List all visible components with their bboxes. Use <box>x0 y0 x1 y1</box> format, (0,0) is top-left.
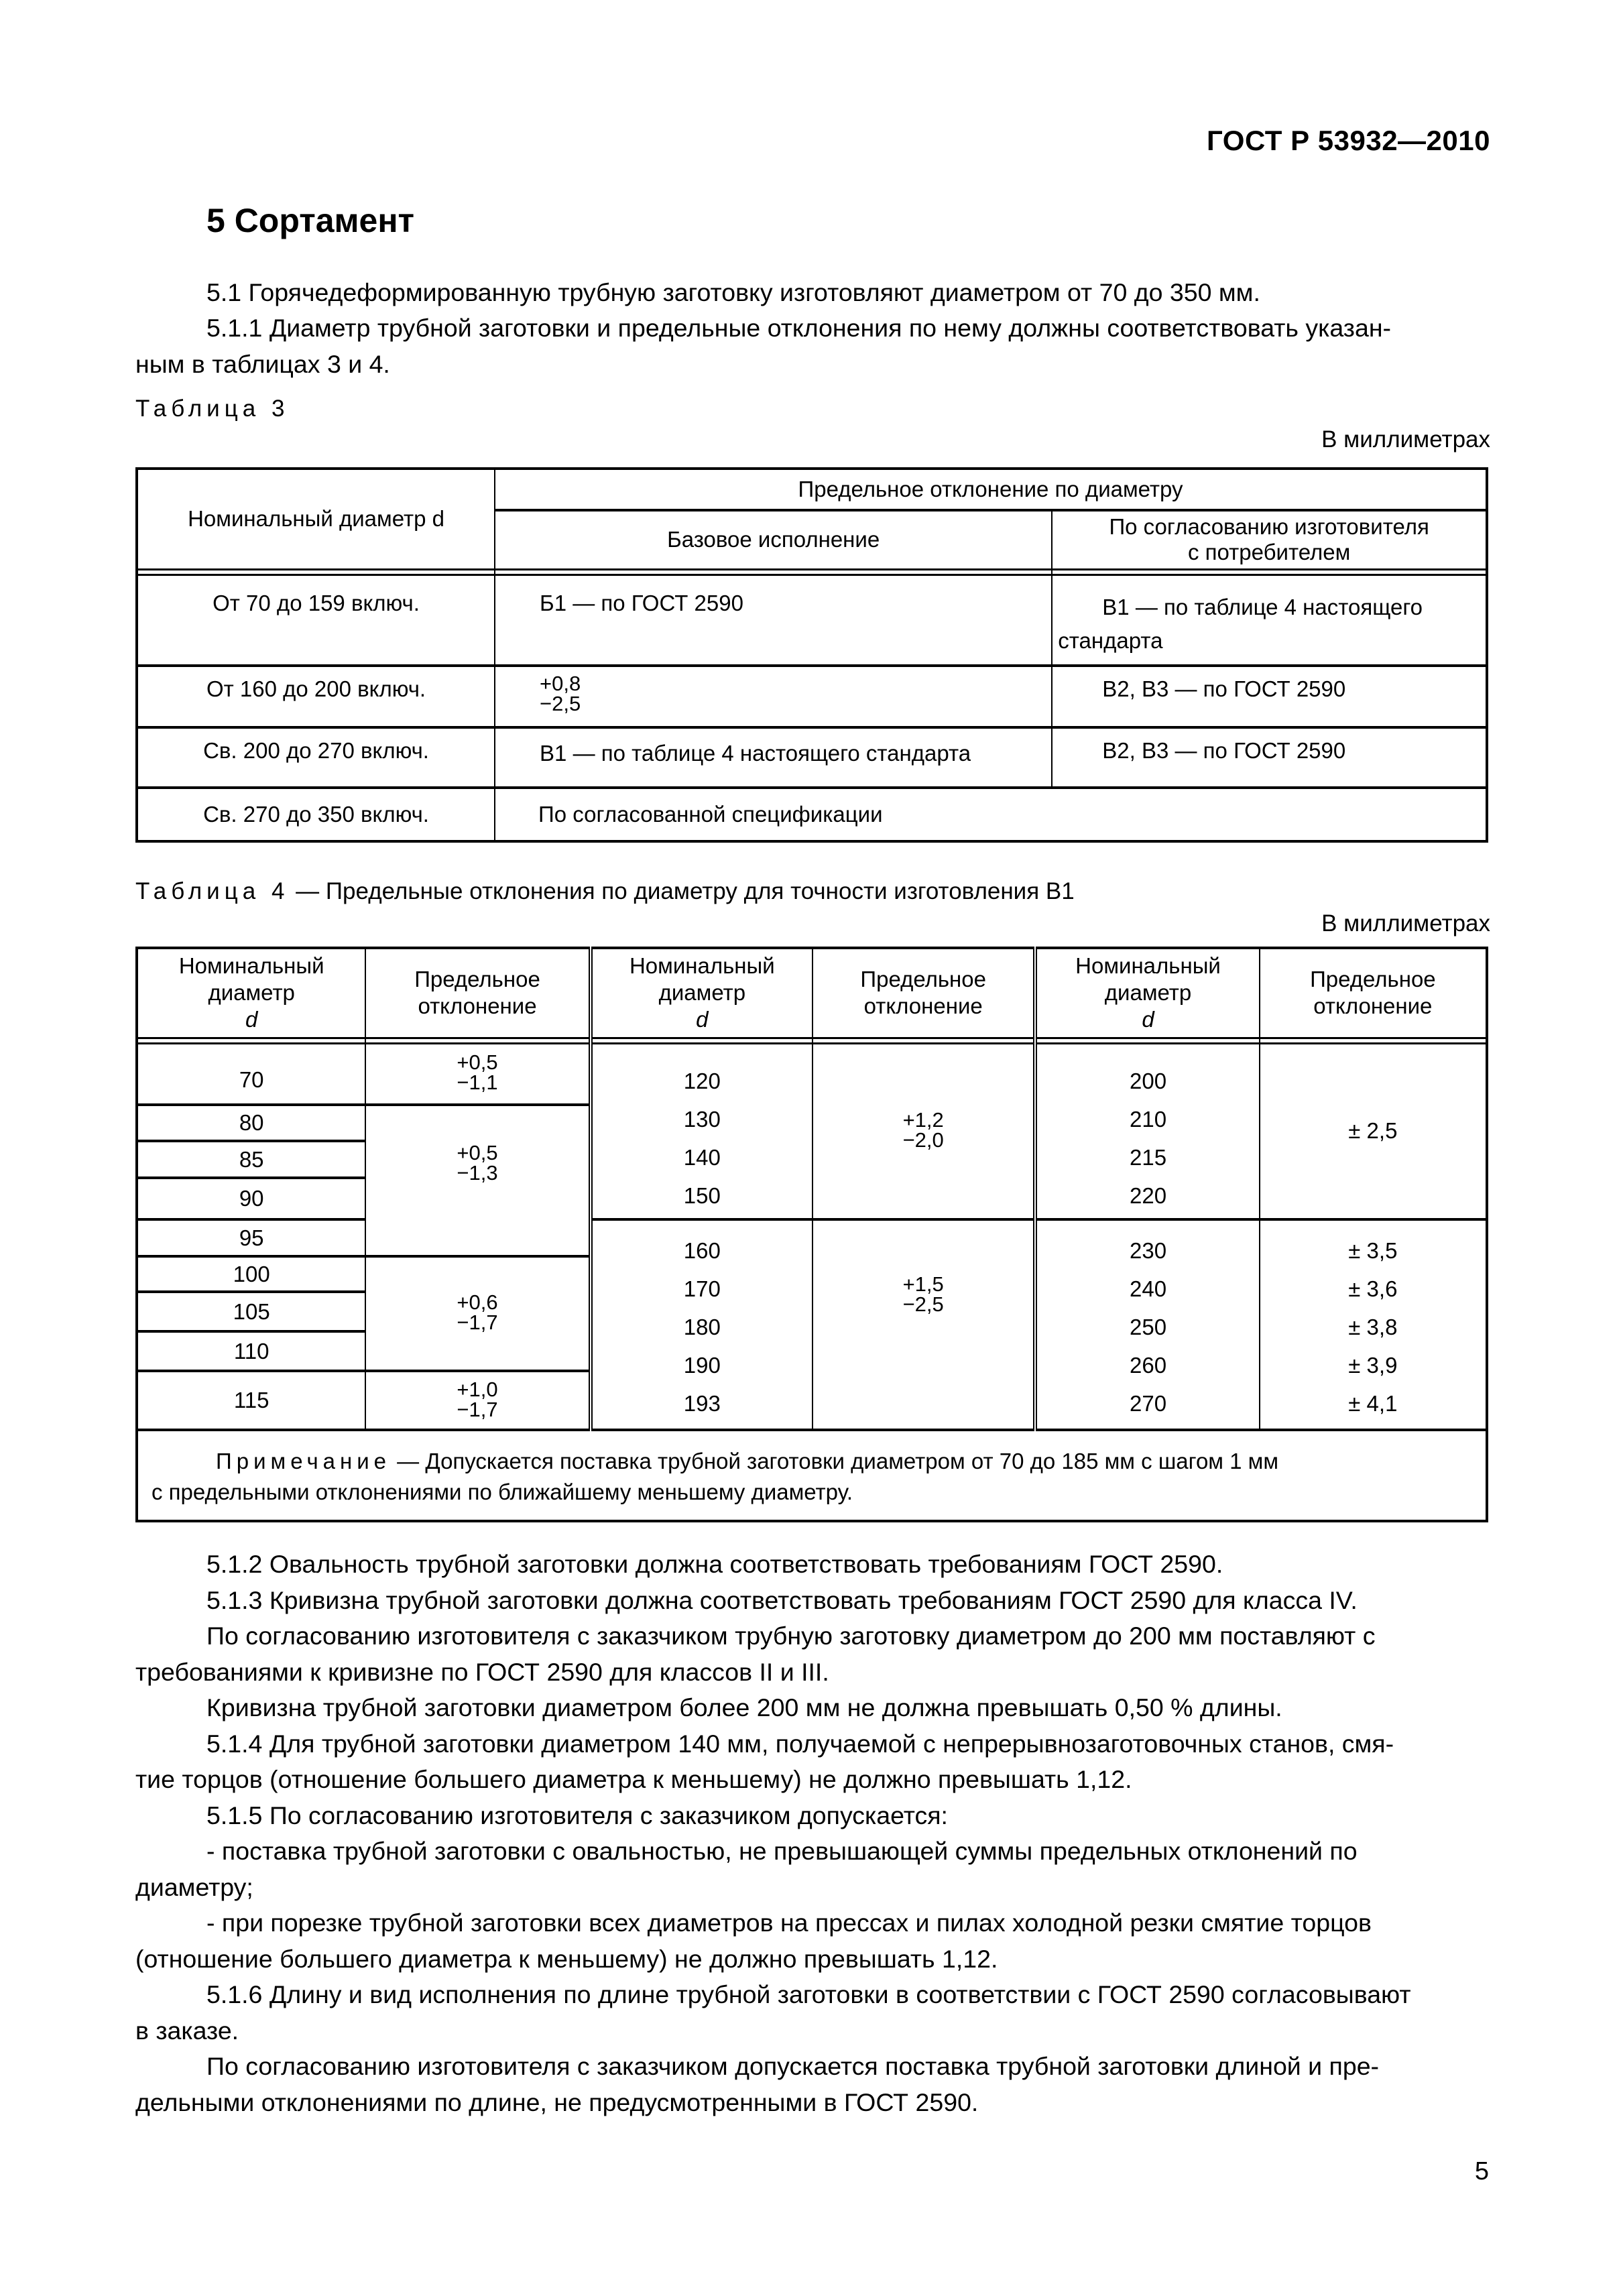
table3-merged: По согласованной спецификации <box>495 788 1487 841</box>
table4 <box>135 947 1488 1522</box>
table3-header-diameter: Номинальный диаметр d <box>137 469 495 569</box>
table4-header-deviation: Предельное отклонение <box>365 948 590 1038</box>
table4-header-deviation: Предельное отклонение <box>813 948 1035 1038</box>
body-line: дельными отклонениями по длине, не предусмотренными в ГОСТ 2590. <box>135 2088 979 2116</box>
body-line: диаметру; <box>135 1872 253 1901</box>
table4-header-deviation: Предельное отклонение <box>1260 948 1487 1038</box>
table4-units: В миллиметрах <box>1321 910 1490 936</box>
table3-diameter: Св. 270 до 350 включ. <box>137 788 495 841</box>
table4-note: Примечание — Допускается поставка трубной заготовки диаметром от 70 до 185 мм с шагом 1 мм с предельными отклонениями по ближайшему меньшему диаметру. <box>137 1430 1487 1521</box>
table4-diameter: 105 <box>137 1292 365 1331</box>
table4-header-diameter: Номинальный диаметр d <box>591 948 813 1038</box>
table4-deviation: +0,6 −1,7 <box>365 1256 590 1371</box>
table3-base: Б1 — по ГОСТ 2590 <box>495 575 1052 666</box>
table3-caption: Таблица 3 <box>135 396 290 422</box>
section-title: 5 Сортамент <box>206 202 415 239</box>
table3-header-group: Предельное отклонение по диаметру <box>495 469 1487 510</box>
table4-diameter-list: 230 240 250 260 270 <box>1035 1219 1259 1430</box>
table4-header-diameter: Номинальный диаметр d <box>1035 948 1259 1038</box>
table3-diameter: От 70 до 159 включ. <box>137 575 495 666</box>
table3-diameter: Св. 200 до 270 включ. <box>137 727 495 788</box>
table3-row <box>137 788 1487 841</box>
table4-header-diameter: Номинальный диаметр d <box>137 948 365 1038</box>
table4-diameter: 90 <box>137 1178 365 1219</box>
document-standard-id: ГОСТ Р 53932—2010 <box>1207 125 1490 156</box>
table4-caption: Таблица 4 — Предельные отклонения по диаметру для точности изготовления В1 <box>135 878 1075 904</box>
intro-paragraph-5-1-1: 5.1.1 Диаметр трубной заготовки и предельные отклонения по нему должны соответствовать указан- ным в таблицах 3 и 4. <box>135 314 1392 378</box>
table4-deviation: +1,5 −2,5 <box>813 1219 1035 1430</box>
body-line-5-1-6: 5.1.6 Длину и вид исполнения по длине трубной заготовки в соответствии с ГОСТ 2590 согласовывают <box>206 1980 1411 2008</box>
body-line: - при порезке трубной заготовки всех диаметров на прессах и пилах холодной резки смятие торцов <box>206 1909 1372 1937</box>
table3-header-base: Базовое исполнение <box>495 510 1052 569</box>
table3-header-agreed: По согласованию изготовителя с потребителем <box>1052 510 1487 569</box>
table3-agreed: В1 — по таблице 4 настоящего стандарта <box>1052 575 1487 666</box>
body-line: (отношение большего диаметра к меньшему) не должно превышать 1,12. <box>135 1944 998 1973</box>
table4-deviation: +1,2 −2,0 <box>813 1043 1035 1219</box>
intro-paragraph-5-1: 5.1 Горячедеформированную трубную заготовку изготовляют диаметром от 70 до 350 мм. <box>206 278 1260 306</box>
body-line-5-1-3: 5.1.3 Кривизна трубной заготовки должна соответствовать требованиям ГОСТ 2590 для класса IV. <box>206 1585 1358 1614</box>
table4-deviation: +0,5 −1,1 <box>365 1043 590 1105</box>
table4-row <box>137 1219 1487 1256</box>
body-line: - поставка трубной заготовки с овальностью, не превышающей суммы предельных отклонений по <box>206 1837 1358 1865</box>
table3-row <box>137 666 1487 727</box>
table4-diameter: 115 <box>137 1371 365 1430</box>
table4-diameter: 95 <box>137 1219 365 1256</box>
body-line: тие торцов (отношение большего диаметра к меньшему) не должно превышать 1,12. <box>135 1765 1132 1793</box>
table3-row <box>137 727 1487 788</box>
table4-diameter: 80 <box>137 1105 365 1141</box>
table3-agreed: В2, В3 — по ГОСТ 2590 <box>1052 727 1487 788</box>
table4-diameter-list: 160 170 180 190 193 <box>591 1219 813 1430</box>
table4-deviation: ± 2,5 <box>1260 1043 1487 1219</box>
body-line-5-1-2: 5.1.2 Овальность трубной заготовки должна соответствовать требованиям ГОСТ 2590. <box>206 1550 1223 1578</box>
body-line: в заказе. <box>135 2016 239 2045</box>
table3-agreed: В2, В3 — по ГОСТ 2590 <box>1052 666 1487 727</box>
table4-diameter-list: 120 130 140 150 <box>591 1043 813 1219</box>
body-line: По согласованию изготовителя с заказчиком трубную заготовку диаметром до 200 мм поставляют с <box>206 1622 1376 1650</box>
page-number: 5 <box>1474 2157 1489 2185</box>
body-line-5-1-5: 5.1.5 По согласованию изготовителя с заказчиком допускается: <box>206 1801 948 1829</box>
table4-deviation-list: ± 3,5 ± 3,6 ± 3,8 ± 3,9 ± 4,1 <box>1260 1219 1487 1430</box>
table4-row <box>137 1043 1487 1105</box>
table3 <box>135 467 1488 843</box>
table4-deviation: +0,5 −1,3 <box>365 1105 590 1256</box>
table3-diameter: От 160 до 200 включ. <box>137 666 495 727</box>
table4-diameter-list: 200 210 215 220 <box>1035 1043 1259 1219</box>
table4-diameter: 85 <box>137 1141 365 1178</box>
table3-row <box>137 575 1487 666</box>
table3-base: В1 — по таблице 4 настоящего стандарта <box>495 727 1052 788</box>
body-line: требованиями к кривизне по ГОСТ 2590 для классов II и III. <box>135 1657 829 1686</box>
body-line-5-1-4: 5.1.4 Для трубной заготовки диаметром 140 мм, получаемой с непрерывнозаготовочных станов, смя- <box>206 1729 1394 1758</box>
table3-units: В миллиметрах <box>1321 426 1490 452</box>
body-text <box>135 1547 1488 2120</box>
body-line: Кривизна трубной заготовки диаметром более 200 мм не должна превышать 0,50 % длины. <box>206 1693 1282 1721</box>
table4-diameter: 110 <box>137 1331 365 1371</box>
table4-diameter: 70 <box>137 1043 365 1105</box>
table4-diameter: 100 <box>137 1256 365 1292</box>
table4-note-row <box>137 1430 1487 1521</box>
table4-deviation: +1,0 −1,7 <box>365 1371 590 1430</box>
body-line: По согласованию изготовителя с заказчиком допускается поставка трубной заготовки длиной и пре- <box>206 2052 1380 2080</box>
table3-base-tolerance: +0,8 −2,5 <box>495 666 1052 727</box>
